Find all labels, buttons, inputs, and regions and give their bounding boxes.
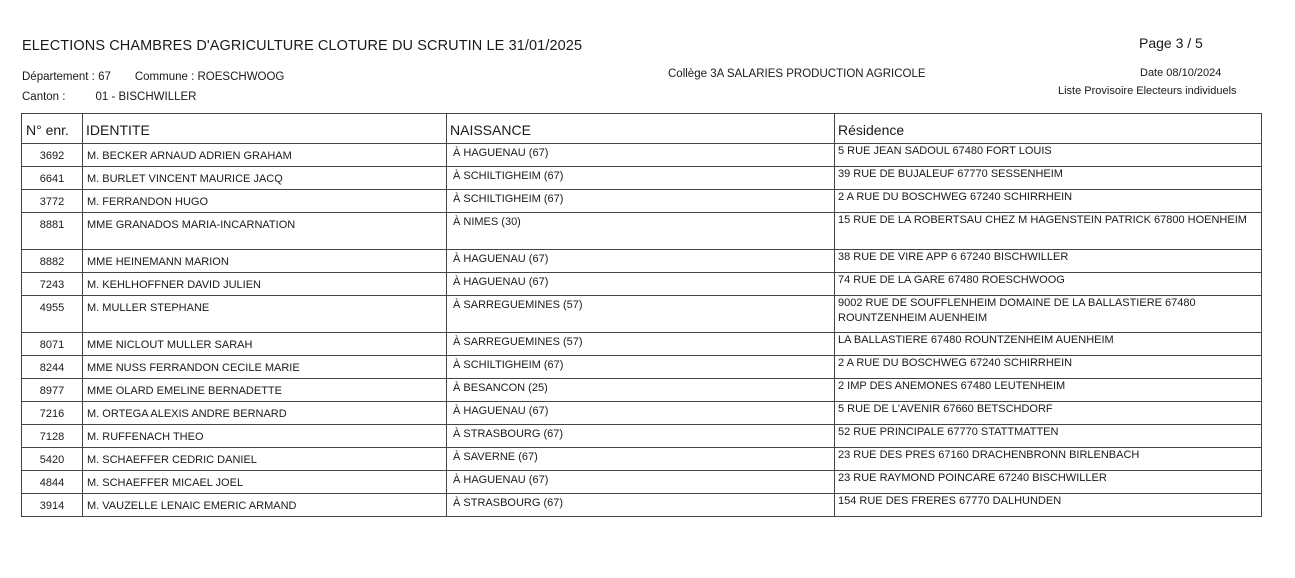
- voter-birthplace: À SARREGUEMINES (57): [447, 296, 835, 333]
- voter-birthplace: À HAGUENAU (67): [447, 471, 835, 494]
- table-row: [22, 494, 1262, 517]
- column-header-num: N° enr.: [22, 114, 83, 144]
- voter-birthplace: À STRASBOURG (67): [447, 425, 835, 448]
- voter-birthplace: À SARREGUEMINES (57): [447, 333, 835, 356]
- voter-residence: 23 RUE RAYMOND POINCARE 67240 BISCHWILLER: [835, 471, 1262, 494]
- voter-number: 8882: [22, 250, 83, 273]
- table-row: [22, 167, 1262, 190]
- voter-number: 6641: [22, 167, 83, 190]
- table-row: [22, 296, 1262, 333]
- canton-line: [22, 91, 196, 103]
- voter-table: [21, 113, 1262, 517]
- voter-identity: MME GRANADOS MARIA-INCARNATION: [83, 213, 447, 250]
- voter-residence: 9002 RUE DE SOUFFLENHEIM DOMAINE DE LA BALLASTIERE 67480 ROUNTZENHEIM AUENHEIM: [835, 296, 1262, 333]
- voter-number: 3772: [22, 190, 83, 213]
- college-label: Collège 3A SALARIES PRODUCTION AGRICOLE: [668, 68, 926, 80]
- voter-number: 8071: [22, 333, 83, 356]
- table-row: [22, 144, 1262, 167]
- voter-residence: 15 RUE DE LA ROBERTSAU CHEZ M HAGENSTEIN PATRICK 67800 HOENHEIM: [835, 213, 1262, 250]
- document-title: ELECTIONS CHAMBRES D'AGRICULTURE CLOTURE DU SCRUTIN LE 31/01/2025: [22, 38, 583, 54]
- voter-identity: M. RUFFENACH THEO: [83, 425, 447, 448]
- voter-identity: M. BECKER ARNAUD ADRIEN GRAHAM: [83, 144, 447, 167]
- voter-birthplace: À HAGUENAU (67): [447, 144, 835, 167]
- voter-identity: MME HEINEMANN MARION: [83, 250, 447, 273]
- voter-birthplace: À SCHILTIGHEIM (67): [447, 190, 835, 213]
- table-row: [22, 379, 1262, 402]
- column-header-naissance: NAISSANCE: [447, 114, 835, 144]
- voter-birthplace: À STRASBOURG (67): [447, 494, 835, 517]
- canton-label: Canton :: [22, 91, 66, 103]
- voter-number: 3692: [22, 144, 83, 167]
- voter-birthplace: À BESANCON (25): [447, 379, 835, 402]
- voter-identity: MME NICLOUT MULLER SARAH: [83, 333, 447, 356]
- voter-identity: M. FERRANDON HUGO: [83, 190, 447, 213]
- page-number: Page 3 / 5: [1139, 35, 1203, 51]
- voter-identity: MME OLARD EMELINE BERNADETTE: [83, 379, 447, 402]
- voter-residence: 154 RUE DES FRERES 67770 DALHUNDEN: [835, 494, 1262, 517]
- voter-residence: 52 RUE PRINCIPALE 67770 STATTMATTEN: [835, 425, 1262, 448]
- voter-number: 8977: [22, 379, 83, 402]
- voter-number: 4844: [22, 471, 83, 494]
- voter-residence: 74 RUE DE LA GARE 67480 ROESCHWOOG: [835, 273, 1262, 296]
- voter-birthplace: À HAGUENAU (67): [447, 273, 835, 296]
- voter-birthplace: À NIMES (30): [447, 213, 835, 250]
- voter-identity: M. SCHAEFFER CEDRIC DANIEL: [83, 448, 447, 471]
- table-header-row: [22, 114, 1262, 144]
- table-row: [22, 250, 1262, 273]
- commune-label: Commune : ROESCHWOOG: [134, 71, 285, 83]
- table-row: [22, 402, 1262, 425]
- voter-identity: M. ORTEGA ALEXIS ANDRE BERNARD: [83, 402, 447, 425]
- voter-birthplace: À SCHILTIGHEIM (67): [447, 167, 835, 190]
- voter-residence: 5 RUE JEAN SADOUL 67480 FORT LOUIS: [835, 144, 1262, 167]
- column-header-identite: IDENTITE: [83, 114, 447, 144]
- table-row: [22, 356, 1262, 379]
- table-row: [22, 273, 1262, 296]
- department-commune-line: [22, 71, 284, 83]
- table-row: [22, 471, 1262, 494]
- voter-residence: 2 IMP DES ANEMONES 67480 LEUTENHEIM: [835, 379, 1262, 402]
- voter-identity: M. KEHLHOFFNER DAVID JULIEN: [83, 273, 447, 296]
- list-type-label: Liste Provisoire Electeurs individuels: [1058, 85, 1237, 97]
- voter-residence: LA BALLASTIERE 67480 ROUNTZENHEIM AUENHEIM: [835, 333, 1262, 356]
- table-row: [22, 190, 1262, 213]
- voter-birthplace: À SAVERNE (67): [447, 448, 835, 471]
- canton-value: 01 - BISCHWILLER: [95, 91, 197, 103]
- voter-residence: 2 A RUE DU BOSCHWEG 67240 SCHIRRHEIN: [835, 356, 1262, 379]
- voter-number: 7128: [22, 425, 83, 448]
- voter-number: 3914: [22, 494, 83, 517]
- voter-birthplace: À HAGUENAU (67): [447, 402, 835, 425]
- voter-number: 5420: [22, 448, 83, 471]
- voter-residence: 5 RUE DE L'AVENIR 67660 BETSCHDORF: [835, 402, 1262, 425]
- print-date: Date 08/10/2024: [1140, 67, 1222, 79]
- voter-identity: M. SCHAEFFER MICAEL JOEL: [83, 471, 447, 494]
- voter-residence: 38 RUE DE VIRE APP 6 67240 BISCHWILLER: [835, 250, 1262, 273]
- table-row: [22, 333, 1262, 356]
- voter-identity: M. VAUZELLE LENAIC EMERIC ARMAND: [83, 494, 447, 517]
- voter-number: 8244: [22, 356, 83, 379]
- table-row: [22, 213, 1262, 250]
- voter-identity: M. BURLET VINCENT MAURICE JACQ: [83, 167, 447, 190]
- voter-birthplace: À HAGUENAU (67): [447, 250, 835, 273]
- voter-rows: [22, 144, 1262, 517]
- voter-residence: 39 RUE DE BUJALEUF 67770 SESSENHEIM: [835, 167, 1262, 190]
- voter-residence: 2 A RUE DU BOSCHWEG 67240 SCHIRRHEIN: [835, 190, 1262, 213]
- voter-birthplace: À SCHILTIGHEIM (67): [447, 356, 835, 379]
- table-row: [22, 425, 1262, 448]
- voter-identity: M. MULLER STEPHANE: [83, 296, 447, 333]
- voter-number: 4955: [22, 296, 83, 333]
- department-label: Département : 67: [22, 71, 111, 83]
- column-header-residence: Résidence: [835, 114, 1262, 144]
- table-row: [22, 448, 1262, 471]
- voter-number: 8881: [22, 213, 83, 250]
- voter-number: 7243: [22, 273, 83, 296]
- voter-residence: 23 RUE DES PRES 67160 DRACHENBRONN BIRLENBACH: [835, 448, 1262, 471]
- voter-identity: MME NUSS FERRANDON CECILE MARIE: [83, 356, 447, 379]
- voter-number: 7216: [22, 402, 83, 425]
